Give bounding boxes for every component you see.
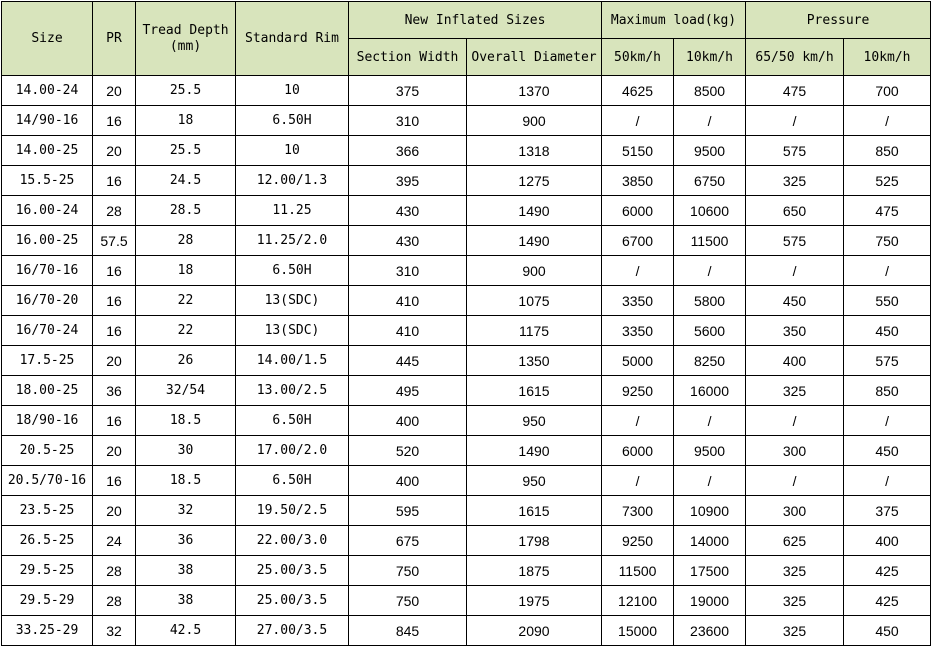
cell-standard-rim: 12.00/1.3 — [236, 166, 349, 196]
header-tread-depth: Tread Depth (mm) — [136, 2, 236, 76]
cell-pr: 20 — [93, 136, 136, 166]
cell-load-50kmh: 6000 — [602, 436, 674, 466]
cell-pr: 28 — [93, 586, 136, 616]
cell-standard-rim: 6.50H — [236, 406, 349, 436]
cell-load-50kmh: 3850 — [602, 166, 674, 196]
cell-pr: 16 — [93, 406, 136, 436]
cell-size: 29.5-29 — [2, 586, 93, 616]
cell-standard-rim: 11.25/2.0 — [236, 226, 349, 256]
cell-section-width: 595 — [349, 496, 467, 526]
cell-load-10kmh: / — [674, 466, 746, 496]
cell-pressure-10kmh: 400 — [844, 526, 931, 556]
cell-standard-rim: 10 — [236, 136, 349, 166]
cell-size: 16/70-20 — [2, 286, 93, 316]
tire-spec-table — [1, 1, 931, 646]
cell-pr: 36 — [93, 376, 136, 406]
cell-section-width: 375 — [349, 76, 467, 106]
header-overall-diameter: Overall Diameter — [467, 39, 602, 76]
cell-pressure-65-50kmh: 650 — [746, 196, 844, 226]
table-row — [2, 436, 931, 466]
cell-pr: 24 — [93, 526, 136, 556]
cell-section-width: 310 — [349, 256, 467, 286]
cell-overall-diameter: 1975 — [467, 586, 602, 616]
cell-load-50kmh: 11500 — [602, 556, 674, 586]
cell-load-10kmh: 10600 — [674, 196, 746, 226]
cell-tread-depth: 18 — [136, 256, 236, 286]
cell-load-50kmh: / — [602, 256, 674, 286]
cell-section-width: 845 — [349, 616, 467, 646]
cell-pressure-10kmh: 525 — [844, 166, 931, 196]
cell-tread-depth: 18 — [136, 106, 236, 136]
table-row — [2, 316, 931, 346]
cell-overall-diameter: 900 — [467, 256, 602, 286]
cell-overall-diameter: 1318 — [467, 136, 602, 166]
header-standard-rim: Standard Rim — [236, 2, 349, 76]
cell-load-50kmh: 3350 — [602, 316, 674, 346]
cell-tread-depth: 25.5 — [136, 136, 236, 166]
cell-standard-rim: 6.50H — [236, 256, 349, 286]
cell-load-50kmh: / — [602, 466, 674, 496]
cell-standard-rim: 25.00/3.5 — [236, 556, 349, 586]
cell-pressure-65-50kmh: 350 — [746, 316, 844, 346]
cell-section-width: 495 — [349, 376, 467, 406]
cell-pr: 20 — [93, 496, 136, 526]
cell-size: 20.5-25 — [2, 436, 93, 466]
cell-pr: 20 — [93, 436, 136, 466]
table-row — [2, 346, 931, 376]
cell-pressure-10kmh: 375 — [844, 496, 931, 526]
cell-pressure-10kmh: 750 — [844, 226, 931, 256]
table-row — [2, 76, 931, 106]
table-row — [2, 496, 931, 526]
cell-size: 17.5-25 — [2, 346, 93, 376]
cell-pressure-65-50kmh: 625 — [746, 526, 844, 556]
table-row — [2, 226, 931, 256]
cell-tread-depth: 38 — [136, 556, 236, 586]
header-pressure-65-50kmh: 65/50 km/h — [746, 39, 844, 76]
table-row — [2, 616, 931, 646]
cell-pressure-65-50kmh: 300 — [746, 496, 844, 526]
cell-pr: 28 — [93, 556, 136, 586]
cell-pressure-10kmh: 550 — [844, 286, 931, 316]
cell-pressure-65-50kmh: 325 — [746, 556, 844, 586]
header-section-width: Section Width — [349, 39, 467, 76]
cell-pr: 57.5 — [93, 226, 136, 256]
cell-section-width: 430 — [349, 196, 467, 226]
cell-load-50kmh: 6700 — [602, 226, 674, 256]
cell-tread-depth: 32 — [136, 496, 236, 526]
cell-load-50kmh: 3350 — [602, 286, 674, 316]
cell-load-10kmh: 17500 — [674, 556, 746, 586]
cell-section-width: 366 — [349, 136, 467, 166]
cell-load-10kmh: 16000 — [674, 376, 746, 406]
table-row — [2, 466, 931, 496]
cell-pressure-65-50kmh: / — [746, 406, 844, 436]
cell-size: 23.5-25 — [2, 496, 93, 526]
cell-pressure-65-50kmh: 575 — [746, 136, 844, 166]
cell-overall-diameter: 1175 — [467, 316, 602, 346]
cell-section-width: 520 — [349, 436, 467, 466]
cell-pressure-65-50kmh: 575 — [746, 226, 844, 256]
cell-standard-rim: 10 — [236, 76, 349, 106]
cell-tread-depth: 22 — [136, 286, 236, 316]
cell-pr: 20 — [93, 76, 136, 106]
cell-pressure-65-50kmh: / — [746, 256, 844, 286]
header-load-10kmh: 10km/h — [674, 39, 746, 76]
cell-pressure-10kmh: / — [844, 466, 931, 496]
cell-standard-rim: 27.00/3.5 — [236, 616, 349, 646]
header-pr: PR — [93, 2, 136, 76]
cell-section-width: 750 — [349, 556, 467, 586]
cell-pressure-65-50kmh: 475 — [746, 76, 844, 106]
cell-load-10kmh: 8500 — [674, 76, 746, 106]
cell-overall-diameter: 1798 — [467, 526, 602, 556]
table-row — [2, 556, 931, 586]
table-row — [2, 586, 931, 616]
cell-pressure-10kmh: 850 — [844, 136, 931, 166]
cell-section-width: 410 — [349, 286, 467, 316]
header-row-top — [2, 2, 931, 39]
cell-size: 15.5-25 — [2, 166, 93, 196]
header-load-50kmh: 50km/h — [602, 39, 674, 76]
cell-pressure-65-50kmh: 325 — [746, 616, 844, 646]
cell-tread-depth: 28.5 — [136, 196, 236, 226]
cell-size: 18.00-25 — [2, 376, 93, 406]
table-row — [2, 136, 931, 166]
cell-standard-rim: 17.00/2.0 — [236, 436, 349, 466]
cell-overall-diameter: 1490 — [467, 196, 602, 226]
cell-pressure-65-50kmh: 325 — [746, 376, 844, 406]
cell-pressure-65-50kmh: 325 — [746, 166, 844, 196]
cell-section-width: 400 — [349, 466, 467, 496]
cell-overall-diameter: 950 — [467, 466, 602, 496]
cell-standard-rim: 25.00/3.5 — [236, 586, 349, 616]
table-row — [2, 256, 931, 286]
cell-overall-diameter: 1075 — [467, 286, 602, 316]
cell-load-50kmh: 12100 — [602, 586, 674, 616]
cell-section-width: 400 — [349, 406, 467, 436]
cell-pressure-10kmh: / — [844, 406, 931, 436]
cell-tread-depth: 30 — [136, 436, 236, 466]
cell-pressure-10kmh: / — [844, 256, 931, 286]
cell-section-width: 310 — [349, 106, 467, 136]
cell-tread-depth: 36 — [136, 526, 236, 556]
cell-pressure-65-50kmh: 450 — [746, 286, 844, 316]
cell-section-width: 750 — [349, 586, 467, 616]
cell-load-50kmh: 5150 — [602, 136, 674, 166]
cell-overall-diameter: 1275 — [467, 166, 602, 196]
cell-pr: 16 — [93, 466, 136, 496]
cell-tread-depth: 22 — [136, 316, 236, 346]
cell-pressure-10kmh: 450 — [844, 436, 931, 466]
cell-pr: 16 — [93, 286, 136, 316]
cell-overall-diameter: 1490 — [467, 436, 602, 466]
cell-load-10kmh: 5800 — [674, 286, 746, 316]
cell-pressure-10kmh: 700 — [844, 76, 931, 106]
cell-size: 14.00-24 — [2, 76, 93, 106]
cell-overall-diameter: 900 — [467, 106, 602, 136]
cell-section-width: 675 — [349, 526, 467, 556]
header-size: Size — [2, 2, 93, 76]
cell-standard-rim: 13(SDC) — [236, 286, 349, 316]
cell-tread-depth: 42.5 — [136, 616, 236, 646]
cell-load-50kmh: 6000 — [602, 196, 674, 226]
cell-pr: 28 — [93, 196, 136, 226]
cell-size: 14/90-16 — [2, 106, 93, 136]
cell-tread-depth: 25.5 — [136, 76, 236, 106]
cell-overall-diameter: 1615 — [467, 376, 602, 406]
table-row — [2, 376, 931, 406]
cell-section-width: 410 — [349, 316, 467, 346]
cell-pressure-10kmh: 450 — [844, 316, 931, 346]
cell-standard-rim: 22.00/3.0 — [236, 526, 349, 556]
cell-tread-depth: 26 — [136, 346, 236, 376]
cell-section-width: 430 — [349, 226, 467, 256]
cell-load-10kmh: 10900 — [674, 496, 746, 526]
cell-load-50kmh: 4625 — [602, 76, 674, 106]
cell-tread-depth: 32/54 — [136, 376, 236, 406]
cell-pressure-65-50kmh: 300 — [746, 436, 844, 466]
table-row — [2, 166, 931, 196]
cell-load-50kmh: 5000 — [602, 346, 674, 376]
cell-overall-diameter: 1350 — [467, 346, 602, 376]
cell-load-10kmh: / — [674, 256, 746, 286]
cell-load-10kmh: 23600 — [674, 616, 746, 646]
header-pressure-10kmh: 10km/h — [844, 39, 931, 76]
cell-pressure-10kmh: 475 — [844, 196, 931, 226]
cell-pr: 16 — [93, 316, 136, 346]
table-row — [2, 196, 931, 226]
cell-size: 16/70-24 — [2, 316, 93, 346]
cell-pressure-10kmh: 850 — [844, 376, 931, 406]
cell-size: 20.5/70-16 — [2, 466, 93, 496]
cell-overall-diameter: 1370 — [467, 76, 602, 106]
cell-load-50kmh: 9250 — [602, 376, 674, 406]
cell-pressure-10kmh: 425 — [844, 586, 931, 616]
cell-overall-diameter: 950 — [467, 406, 602, 436]
cell-size: 18/90-16 — [2, 406, 93, 436]
cell-pressure-10kmh: 450 — [844, 616, 931, 646]
cell-section-width: 445 — [349, 346, 467, 376]
cell-standard-rim: 11.25 — [236, 196, 349, 226]
cell-pressure-65-50kmh: 400 — [746, 346, 844, 376]
cell-load-50kmh: / — [602, 106, 674, 136]
cell-load-50kmh: 15000 — [602, 616, 674, 646]
table-row — [2, 286, 931, 316]
cell-load-10kmh: 5600 — [674, 316, 746, 346]
cell-pressure-65-50kmh: / — [746, 466, 844, 496]
cell-pr: 20 — [93, 346, 136, 376]
cell-overall-diameter: 1490 — [467, 226, 602, 256]
header-maximum-load: Maximum load(kg) — [602, 2, 746, 39]
cell-load-10kmh: 14000 — [674, 526, 746, 556]
cell-standard-rim: 6.50H — [236, 466, 349, 496]
cell-size: 16.00-25 — [2, 226, 93, 256]
cell-pressure-10kmh: 425 — [844, 556, 931, 586]
cell-load-10kmh: / — [674, 106, 746, 136]
cell-load-10kmh: 8250 — [674, 346, 746, 376]
cell-load-10kmh: 11500 — [674, 226, 746, 256]
cell-overall-diameter: 1615 — [467, 496, 602, 526]
cell-tread-depth: 18.5 — [136, 466, 236, 496]
cell-size: 16/70-16 — [2, 256, 93, 286]
cell-standard-rim: 14.00/1.5 — [236, 346, 349, 376]
cell-tread-depth: 38 — [136, 586, 236, 616]
cell-pressure-65-50kmh: / — [746, 106, 844, 136]
cell-load-10kmh: 9500 — [674, 136, 746, 166]
table-row — [2, 526, 931, 556]
cell-overall-diameter: 2090 — [467, 616, 602, 646]
cell-pressure-10kmh: / — [844, 106, 931, 136]
cell-pr: 32 — [93, 616, 136, 646]
header-new-inflated-sizes: New Inflated Sizes — [349, 2, 602, 39]
cell-standard-rim: 13.00/2.5 — [236, 376, 349, 406]
cell-pr: 16 — [93, 166, 136, 196]
cell-load-50kmh: / — [602, 406, 674, 436]
cell-pr: 16 — [93, 256, 136, 286]
cell-size: 16.00-24 — [2, 196, 93, 226]
table-body — [2, 76, 931, 646]
cell-pr: 16 — [93, 106, 136, 136]
table-row — [2, 406, 931, 436]
cell-standard-rim: 6.50H — [236, 106, 349, 136]
cell-pressure-10kmh: 575 — [844, 346, 931, 376]
cell-size: 14.00-25 — [2, 136, 93, 166]
cell-load-50kmh: 7300 — [602, 496, 674, 526]
cell-section-width: 395 — [349, 166, 467, 196]
cell-tread-depth: 18.5 — [136, 406, 236, 436]
header-pressure: Pressure — [746, 2, 931, 39]
cell-load-10kmh: 19000 — [674, 586, 746, 616]
cell-load-10kmh: 6750 — [674, 166, 746, 196]
cell-standard-rim: 13(SDC) — [236, 316, 349, 346]
table-row — [2, 106, 931, 136]
cell-tread-depth: 28 — [136, 226, 236, 256]
cell-load-10kmh: / — [674, 406, 746, 436]
cell-pressure-65-50kmh: 325 — [746, 586, 844, 616]
cell-load-10kmh: 9500 — [674, 436, 746, 466]
cell-load-50kmh: 9250 — [602, 526, 674, 556]
cell-size: 26.5-25 — [2, 526, 93, 556]
cell-standard-rim: 19.50/2.5 — [236, 496, 349, 526]
cell-size: 29.5-25 — [2, 556, 93, 586]
cell-tread-depth: 24.5 — [136, 166, 236, 196]
cell-size: 33.25-29 — [2, 616, 93, 646]
cell-overall-diameter: 1875 — [467, 556, 602, 586]
